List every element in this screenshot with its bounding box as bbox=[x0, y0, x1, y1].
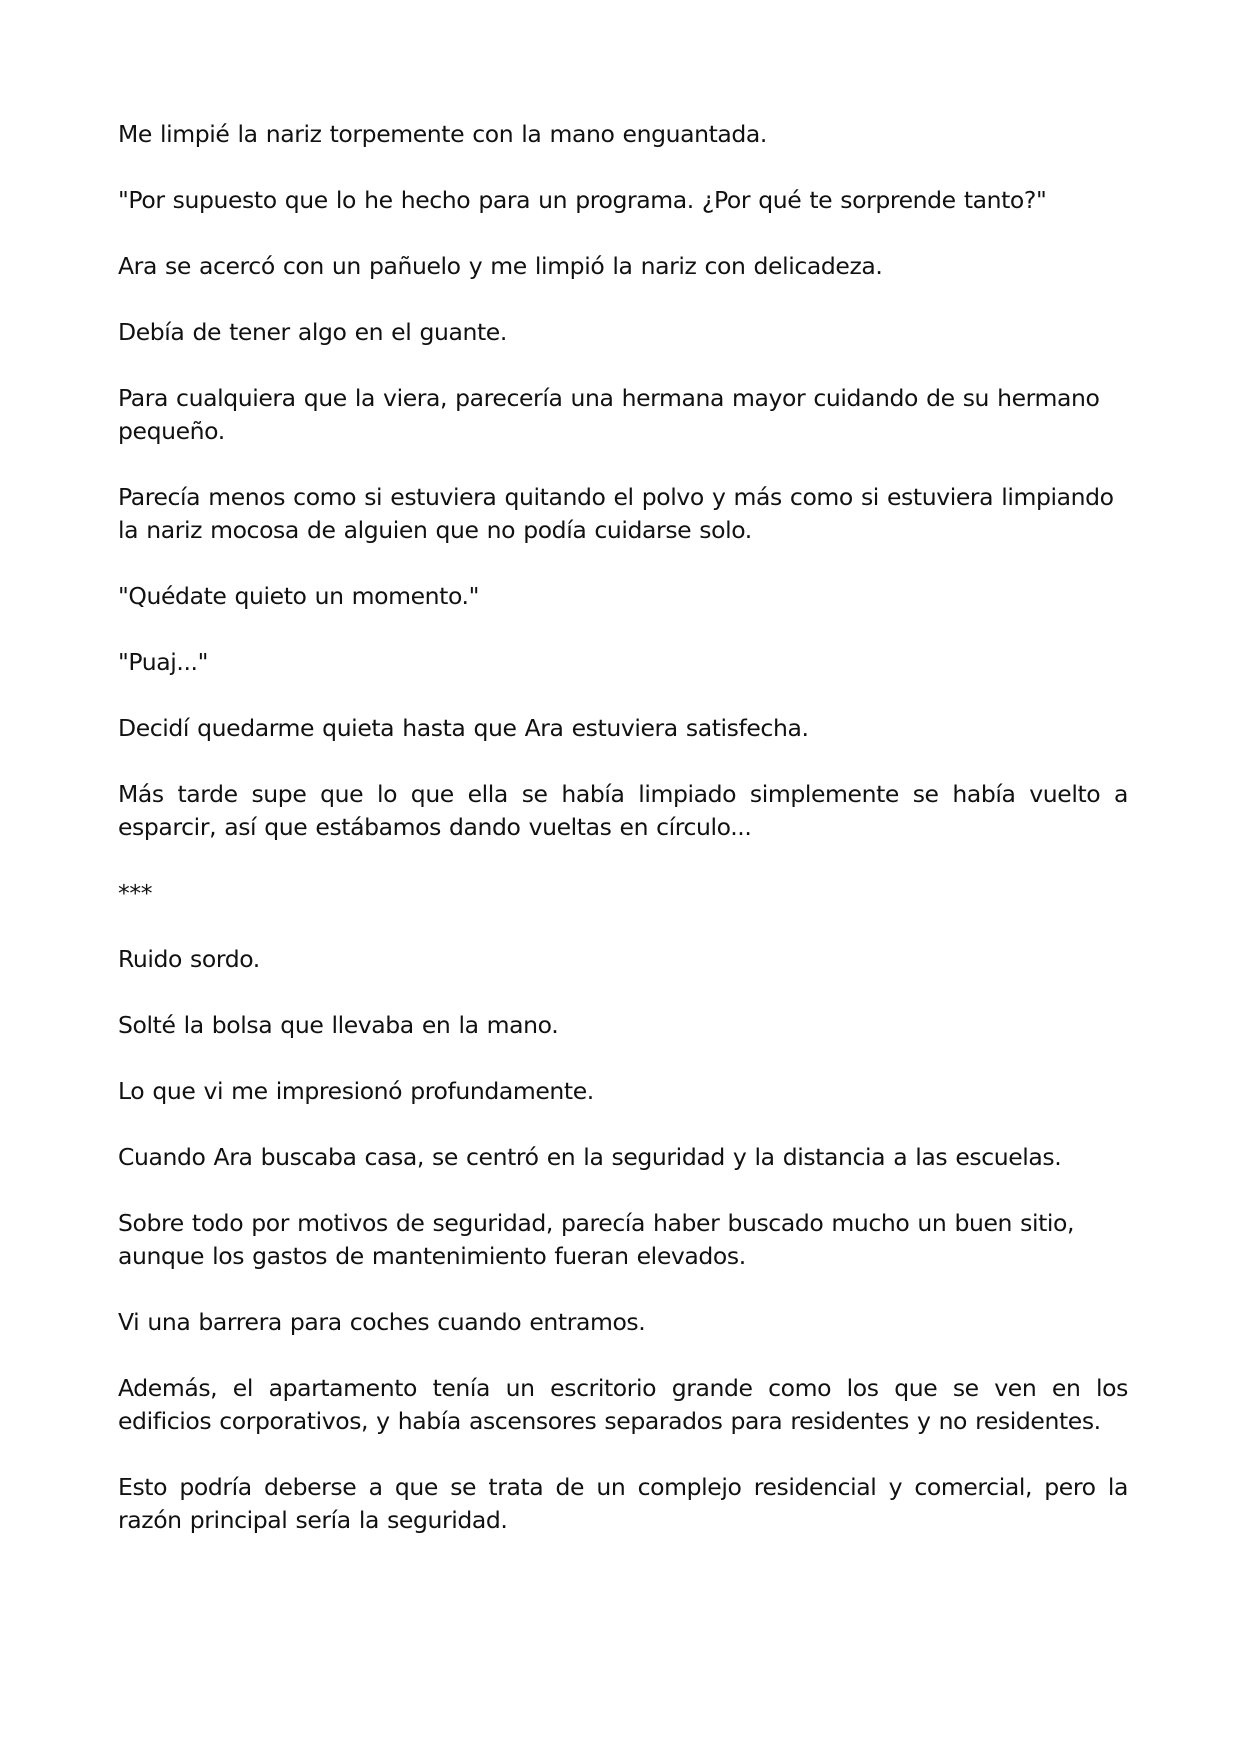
paragraph: Para cualquiera que la viera, parecería una hermana mayor cuidando de su hermano pequeño. bbox=[118, 384, 1100, 445]
paragraph: Lo que vi me impresionó profundamente. bbox=[118, 1077, 594, 1105]
scene-break: *** bbox=[118, 879, 153, 907]
paragraph: Esto podría deberse a que se trata de un complejo residencial y comercial, pero la razón principal sería la seguridad. bbox=[118, 1473, 1128, 1534]
paragraph: Me limpié la nariz torpemente con la mano enguantada. bbox=[118, 120, 767, 148]
paragraph: "Quédate quieto un momento." bbox=[118, 582, 480, 610]
paragraph: Debía de tener algo en el guante. bbox=[118, 318, 507, 346]
paragraph: Ruido sordo. bbox=[118, 945, 260, 973]
paragraph: "Por supuesto que lo he hecho para un programa. ¿Por qué te sorprende tanto?" bbox=[118, 186, 1047, 214]
paragraph: Además, el apartamento tenía un escritorio grande como los que se ven en los edificios corporativos, y había ascensores separados para residentes y no residentes. bbox=[118, 1374, 1128, 1435]
paragraph: Parecía menos como si estuviera quitando el polvo y más como si estuviera limpiando la nariz mocosa de alguien que no podía cuidarse solo. bbox=[118, 483, 1114, 544]
paragraph: Sobre todo por motivos de seguridad, parecía haber buscado mucho un buen sitio, aunque los gastos de mantenimiento fueran elevados. bbox=[118, 1209, 1075, 1270]
paragraph: Vi una barrera para coches cuando entramos. bbox=[118, 1308, 646, 1336]
paragraph: Decidí quedarme quieta hasta que Ara estuviera satisfecha. bbox=[118, 714, 809, 742]
paragraph: "Puaj..." bbox=[118, 648, 209, 676]
paragraph: Cuando Ara buscaba casa, se centró en la seguridad y la distancia a las escuelas. bbox=[118, 1143, 1062, 1171]
paragraph: Solté la bolsa que llevaba en la mano. bbox=[118, 1011, 559, 1039]
document-body bbox=[118, 118, 1128, 1570]
paragraph: Ara se acercó con un pañuelo y me limpió la nariz con delicadeza. bbox=[118, 252, 883, 280]
paragraph: Más tarde supe que lo que ella se había limpiado simplemente se había vuelto a esparcir, así que estábamos dando vueltas en círculo... bbox=[118, 780, 1128, 841]
